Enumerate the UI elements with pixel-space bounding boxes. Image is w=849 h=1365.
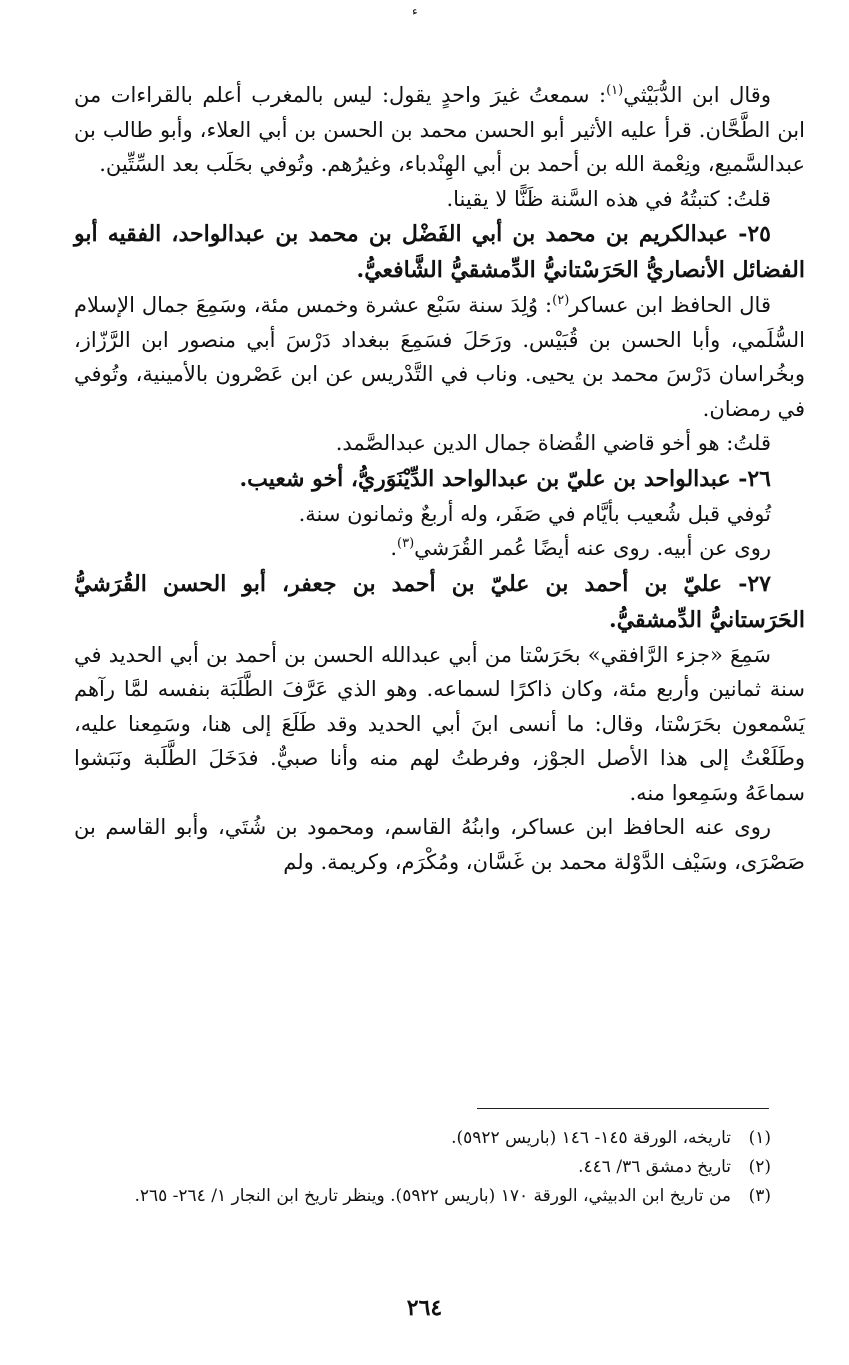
paragraph-note: قلتُ: كتبتُهُ في هذه السَّنة ظَنًّا لا يقينا. bbox=[446, 186, 771, 211]
paragraph-narration: روى عن أبيه. روى عنه أيضًا عُمر القُرَشي$^{(٣)}$. bbox=[390, 536, 771, 560]
entry-heading-27: ٢٧- عليّ بن أحمد بن عليّ بن أحمد بن جعفر، أبو الحسن القُرَشيُّ الحَرَستانيُّ الدِّمشقيُّ. bbox=[74, 570, 805, 633]
footnote-3: (٣) من تاريخ ابن الدبيثي، الورقة ١٧٠ (باريس ٥٩٢٢). وينظر تاريخ ابن النجار ١/ ٢٦٤- ٢٦٥. bbox=[134, 1186, 771, 1206]
paragraph-death: تُوفي قبل شُعيب بأيَّام في صَفَر، وله أربعٌ وثمانون سنة. bbox=[298, 501, 771, 526]
paragraph-note-2: قلتُ: هو أخو قاضي القُضاة جمال الدين عبدالصَّمد. bbox=[335, 431, 771, 455]
footnote-1: (١) تاريخه، الورقة ١٤٥- ١٤٦ (باريس ٥٩٢٢). bbox=[451, 1128, 771, 1148]
footnote-ref-2: (٢) bbox=[552, 293, 570, 308]
paragraph-juz-alrafiqi: سَمِعَ «جزء الرَّافقي» بحَرَسْتا من أبي عبدالله الحسن بن أحمد بن أبي الحديد في سنة ثمانين وأربع مئة، وكان ذاكرًا لسماعه. وهو الذي عَرَّفَ الطَّلَبَة بنفسه لمَّا رآهم يَسْمعون بحَرَسْتا، وقال: ما أنسى ابنَ أبي الحديد وقد طَلَعَ إلى هنا، وسَمِعنا عليه، وطَلَعْتُ إلى هذا الأصل الجوْز، وفرطتُ لهم منه وأنا صبيٌّ. فدَخَلَ الطَّلَبة ونَبَشوا سماعَهُ وسَمِعوا منه. bbox=[74, 642, 805, 805]
entry-heading-26: ٢٦- عبدالواحد بن عليّ بن عبدالواحد الدِّيْنَوَريُّ، أخو شعيب. bbox=[239, 465, 771, 492]
footnote-divider bbox=[477, 1108, 769, 1109]
footnote-2: (٢) تاريخ دمشق ٣٦/ ٤٤٦. bbox=[578, 1157, 771, 1177]
paragraph-ibn-aldubaythi: وقال ابن الدُّبَيْثي$^{(١)}$: سمعتُ غيرَ واحدٍ يقول: ليس بالمغرب أعلم بالقراءات من ابن الطَّحَّان. قرأ عليه الأثير أبو الحسن محمد بن الحسن بن أبي العلاء، وأبو طالب بن عبدالسَّميع، ونِعْمة الله بن أحمد بن أبي الهِنْدباء، وغيرُهم. وتُوفي بحَلَب بعد السِّتِّين. bbox=[74, 83, 805, 176]
footnotes bbox=[72, 1124, 771, 1211]
top-mark: ء bbox=[412, 4, 418, 18]
page-number: ٢٦٤ bbox=[406, 1295, 443, 1321]
main-text bbox=[74, 78, 805, 879]
entry-heading-25: ٢٥- عبدالكريم بن محمد بن أبي الفَضْل بن محمد بن عبدالواحد، الفقيه أبو الفضائل الأنصاريُّ الحَرَسْتانيُّ الدِّمشقيُّ الشَّافعيُّ. bbox=[74, 221, 805, 283]
footnote-ref-1: (١) bbox=[606, 83, 624, 98]
paragraph-narrators: روى عنه الحافظ ابن عساكر، وابنُهُ القاسم، ومحمود بن شُتَي، وأبو القاسم بن صَصْرَى، وسَيْف الدَّوْلة محمد بن غَسَّان، ومُكْرَم، وكريمة. ولم bbox=[74, 815, 805, 874]
footnote-ref-3: (٣) bbox=[397, 536, 415, 551]
paragraph-ibn-asakir: قال الحافظ ابن عساكر$^{(٢)}$: وُلِدَ سنة سَبْع عشرة وخمس مئة، وسَمِعَ جمال الإسلام السُّلَمي، وأبا الحسن بن قُبَيْس. ورَحَلَ فسَمِعَ ببغداد دَرْسَ أبي منصور ابن الرَّزّاز، وبخُراسان دَرْسَ محمد بن يحيى. وناب في التَّدْريس عن ابن عَصْرون بالأمينية، وتُوفي في رمضان. bbox=[74, 293, 805, 421]
